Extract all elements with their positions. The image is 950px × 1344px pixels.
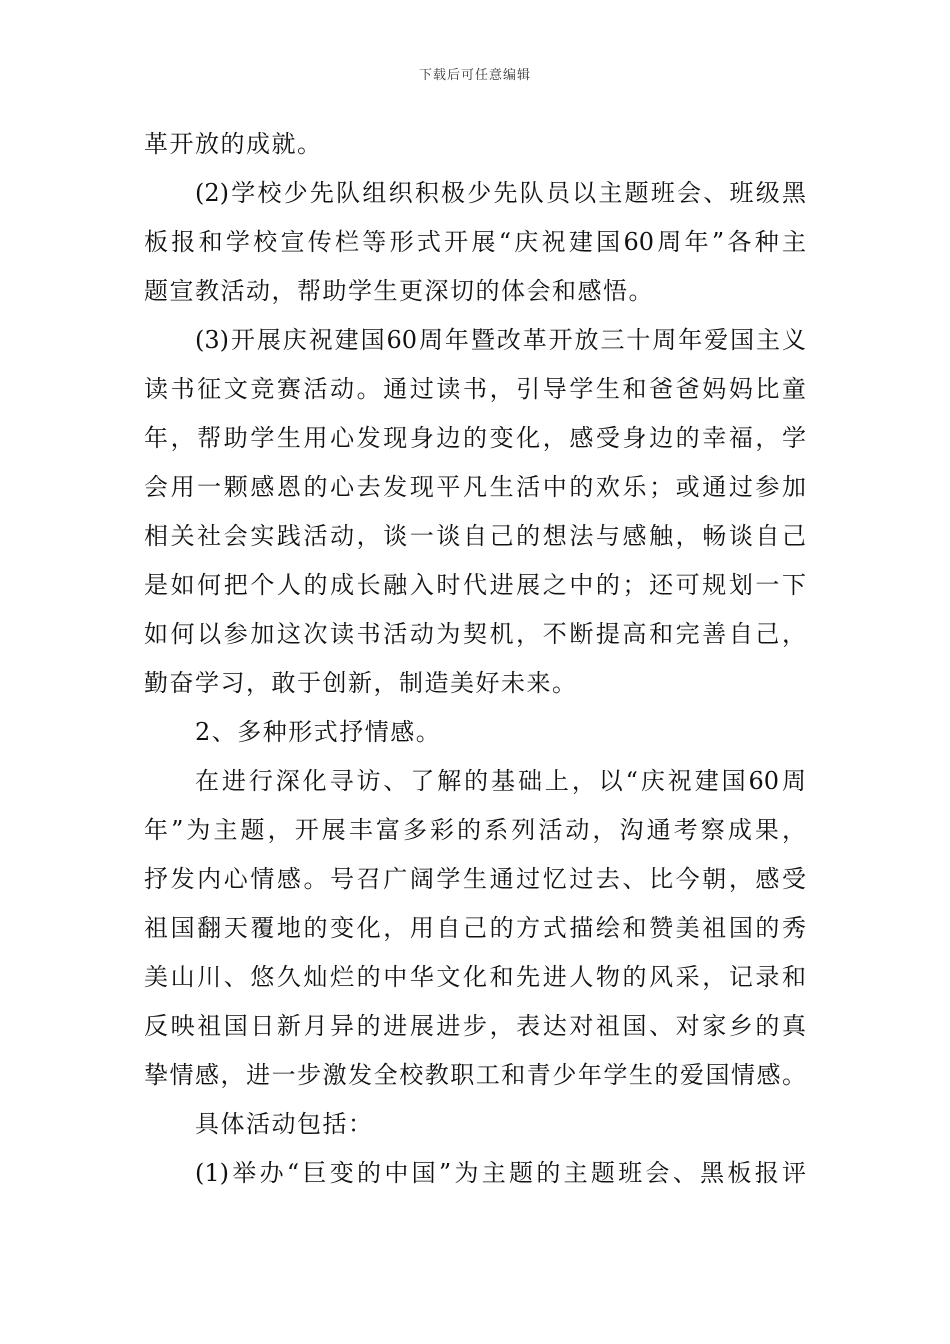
text-line: 如何以参加这次读书活动为契机，不断提高和完善自己， xyxy=(144,620,806,648)
page-header: 下载后可任意编辑 xyxy=(418,68,531,83)
text-line: 读书征文竞赛活动。通过读书，引导学生和爸爸妈妈比童 xyxy=(144,375,806,403)
section-heading: 2、多种形式抒情感。 xyxy=(195,718,442,746)
text-line: 反映祖国日新月异的进展进步，表达对祖国、对家乡的真 xyxy=(144,1012,806,1040)
text-line: 会用一颗感恩的心去发现平凡生活中的欢乐；或通过参加 xyxy=(144,473,806,501)
text-line: 祖国翻天覆地的变化，用自己的方式描绘和赞美祖国的秀 xyxy=(144,914,806,942)
text-line: (1)举办“巨变的中国”为主题的主题班会、黑板报评 xyxy=(195,1159,806,1187)
text-line: 勤奋学习，敢于创新，制造美好未来。 xyxy=(144,669,578,697)
text-line: 板报和学校宣传栏等形式开展“庆祝建国60周年”各种主 xyxy=(144,228,806,256)
text-line: 年”为主题，开展丰富多彩的系列活动，沟通考察成果， xyxy=(144,816,806,844)
text-line: 是如何把个人的成长融入时代进展之中的；还可规划一下 xyxy=(144,571,806,599)
text-line: (3)开展庆祝建国60周年暨改革开放三十周年爱国主义 xyxy=(195,326,806,354)
text-line: 革开放的成就。 xyxy=(144,130,323,158)
text-line: 抒发内心情感。号召广阔学生通过忆过去、比今朝，感受 xyxy=(144,865,806,893)
text-line: 题宣教活动，帮助学生更深切的体会和感悟。 xyxy=(144,277,654,305)
text-line: 相关社会实践活动，谈一谈自己的想法与感触，畅谈自己 xyxy=(144,522,806,550)
text-line: 美山川、悠久灿烂的中华文化和先进人物的风采，记录和 xyxy=(144,963,806,991)
text-line: 年，帮助学生用心发现身边的变化，感受身边的幸福，学 xyxy=(144,424,806,452)
text-line: (2)学校少先队组织积极少先队员以主题班会、班级黑 xyxy=(195,179,806,207)
text-line: 具体活动包括： xyxy=(195,1110,374,1138)
document-body xyxy=(144,120,806,1198)
text-line: 挚情感，进一步激发全校教职工和青少年学生的爱国情感。 xyxy=(144,1061,806,1089)
text-line: 在进行深化寻访、了解的基础上，以“庆祝建国60周 xyxy=(195,767,806,795)
